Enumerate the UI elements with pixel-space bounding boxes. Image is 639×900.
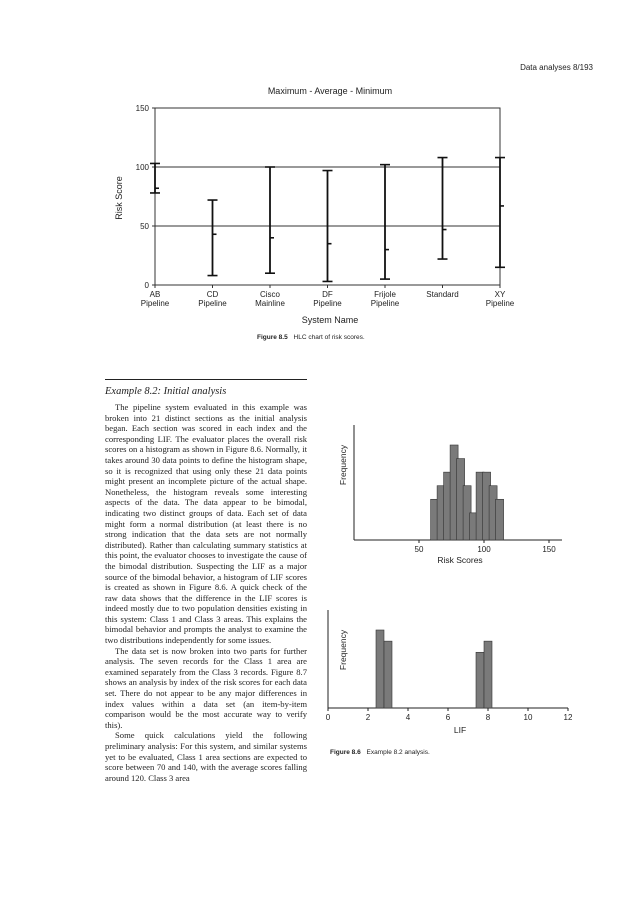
- x-tick-label: Standard: [426, 290, 459, 299]
- y-axis-label: Risk Score: [114, 176, 124, 220]
- y-tick-label: 150: [135, 104, 149, 113]
- running-header: Data analyses 8/193: [520, 63, 593, 72]
- x-tick-label: Frijole: [374, 290, 396, 299]
- x-axis-label: LIF: [453, 725, 467, 735]
- x-tick-label: 10: [523, 713, 533, 722]
- y-tick-label: 0: [144, 281, 149, 290]
- x-tick-label: Pipeline: [370, 299, 400, 308]
- x-tick-label: 2: [365, 713, 371, 722]
- lif-histogram: [312, 595, 572, 745]
- x-tick-label: Pipeline: [198, 299, 227, 308]
- example-title: Example 8.2: Initial analysis: [105, 386, 227, 397]
- histogram-bar: [384, 641, 392, 708]
- histogram-bar: [496, 499, 504, 540]
- y-axis-label: Frequency: [338, 629, 348, 671]
- section-rule: [105, 379, 307, 380]
- x-tick-label: XY: [494, 290, 506, 299]
- histogram-bar: [476, 652, 484, 708]
- x-tick-label: 0: [325, 713, 331, 722]
- risk-score-histogram: [312, 395, 572, 575]
- caption-label: Figure 8.6: [330, 749, 361, 756]
- x-tick-label: Mainline: [255, 299, 285, 308]
- x-axis-label: Risk Scores: [437, 555, 483, 565]
- plot-area: [354, 425, 562, 554]
- caption-text: HLC chart of risk scores.: [293, 334, 365, 341]
- x-tick-label: AB: [149, 290, 161, 299]
- x-tick-label: 100: [477, 545, 491, 554]
- caption-text: Example 8.2 analysis.: [366, 749, 430, 756]
- x-tick-label: 150: [542, 545, 556, 554]
- x-tick-label: 6: [445, 713, 451, 722]
- y-tick-label: 100: [135, 163, 149, 172]
- figure-8-6-caption: [330, 749, 430, 756]
- caption-label: Figure 8.5: [257, 334, 288, 341]
- x-tick-label: 50: [414, 545, 424, 554]
- figure-8-5-caption: [257, 334, 365, 341]
- x-tick-label: Pipeline: [313, 299, 342, 308]
- example-body: [105, 402, 307, 783]
- histogram-bar: [484, 641, 492, 708]
- x-tick-label: 4: [405, 713, 411, 722]
- x-axis-label: System Name: [301, 315, 359, 325]
- x-tick-label: Pipeline: [140, 299, 170, 308]
- paragraph: Some quick calculations yield the following preliminary analysis: For this system, and similar systems yet to be evaluated, Class 1 area sections are expected to score between 70 and 140, with the average scores falling around 120. Class 3 area: [105, 730, 307, 783]
- y-axis-label: Frequency: [338, 444, 348, 486]
- paragraph: The pipeline system evaluated in this example was broken into 21 distinct sections as the initial analysis began. Each section was scored in each index and the corresponding LIF. The evaluator places the overall risk scores on a histogram as shown in Figure 8.6. Normally, it takes around 30 data points to define the histogram shape, so it is recognized that using only these 21 data points might present an incomplete picture of the actual shape. Nonetheless, the histogram reveals some interesting aspects of the data. The data appear to be bimodal, indicating two distinct groups of data. Each set of data might form a normal distribution (at least there is no strong indication that the data sets are not normally distributed). Rather than calculating summary statistics at this point, the evaluator chooses to investigate the cause of the bimodal distribution. Suspecting the LIF as a major source of the bimodal behavior, a histogram of LIF scores is created as shown in Figure 8.6. A quick check of the raw data shows that the difference in the LIF scores is indeed mostly due to two population densities existing in this system: Class 1 and Class 3 areas. This explains the bimodal behavior and prompts the analyst to examine the two distributions independently for some issues.: [105, 402, 307, 646]
- x-tick-label: DF: [322, 290, 333, 299]
- chart-title: Maximum - Average - Minimum: [267, 86, 393, 96]
- plot-area: [136, 104, 515, 308]
- hlc-chart: [100, 80, 540, 350]
- y-tick-label: 50: [140, 222, 149, 231]
- x-tick-label: Cisco: [259, 290, 281, 299]
- x-tick-label: CD: [206, 290, 219, 299]
- x-tick-label: Pipeline: [485, 299, 515, 308]
- x-tick-label: 12: [563, 713, 572, 722]
- plot-area: [326, 610, 572, 722]
- paragraph: The data set is now broken into two parts for further analysis. The seven records for the Class 1 area are examined separately from the Class 3 records. Figure 8.7 shows an analysis by index of the risk scores for each data set. There do not appear to be any major differences in index values within a data set (an item-by-item comparison would be the most accurate way to verify this).: [105, 645, 307, 730]
- histogram-bar: [376, 630, 384, 708]
- x-tick-label: 8: [485, 713, 491, 722]
